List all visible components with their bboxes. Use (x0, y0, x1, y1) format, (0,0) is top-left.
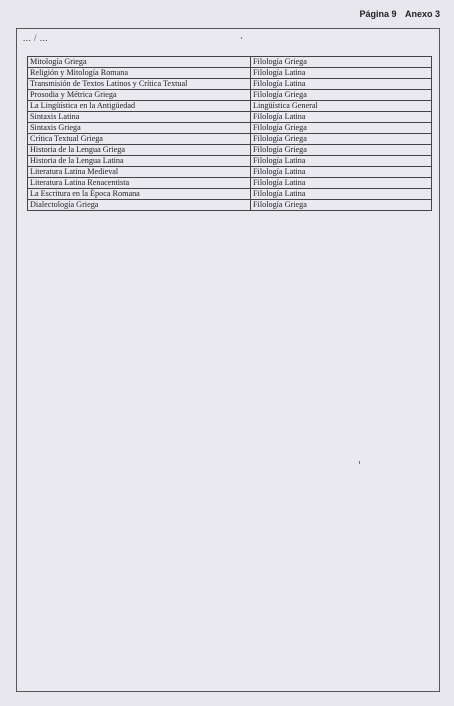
subject-cell: La Escritura en la Época Romana (28, 189, 251, 200)
table-row (28, 145, 432, 156)
knowledge-area-cell: Lingüística General (251, 101, 432, 112)
subject-cell: Literatura Latina Medieval (28, 167, 251, 178)
table-row (28, 156, 432, 167)
table-row (28, 90, 432, 101)
knowledge-area-cell: Filología Latina (251, 167, 432, 178)
subject-cell: La Lingüística en la Antigüedad (28, 101, 251, 112)
subject-cell: Religión y Mitología Romana (28, 68, 251, 79)
table-row (28, 79, 432, 90)
table-row (28, 101, 432, 112)
subject-cell: Transmisión de Textos Latinos y Crítica Textual (28, 79, 251, 90)
table-row (28, 112, 432, 123)
subject-cell: Sintaxis Latina (28, 112, 251, 123)
page-header (359, 9, 440, 19)
scan-speck (359, 461, 360, 464)
subject-cell: Historia de la Lengua Griega (28, 145, 251, 156)
table-row (28, 123, 432, 134)
knowledge-area-cell: Filología Latina (251, 79, 432, 90)
scan-speck (241, 37, 242, 39)
subject-table-body (28, 57, 432, 211)
continuation-mark: ... / ... (23, 33, 49, 43)
subject-cell: Mitología Griega (28, 57, 251, 68)
knowledge-area-cell: Filología Griega (251, 57, 432, 68)
knowledge-area-cell: Filología Griega (251, 123, 432, 134)
subject-cell: Literatura Latina Renacentista (28, 178, 251, 189)
subject-cell: Historia de la Lengua Latina (28, 156, 251, 167)
table-row (28, 68, 432, 79)
table-row (28, 57, 432, 68)
table-row (28, 134, 432, 145)
knowledge-area-cell: Filología Latina (251, 68, 432, 79)
subject-table (27, 56, 432, 211)
page-number: Página 9 (359, 9, 397, 19)
knowledge-area-cell: Filología Latina (251, 156, 432, 167)
subject-cell: Crítica Textual Griega (28, 134, 251, 145)
knowledge-area-cell: Filología Griega (251, 145, 432, 156)
document-frame (16, 28, 440, 692)
knowledge-area-cell: Filología Latina (251, 189, 432, 200)
knowledge-area-cell: Filología Griega (251, 200, 432, 211)
knowledge-area-cell: Filología Griega (251, 90, 432, 101)
table-row (28, 189, 432, 200)
annex-label: Anexo 3 (404, 9, 440, 19)
subject-cell: Dialectología Griega (28, 200, 251, 211)
subject-cell: Sintaxis Griega (28, 123, 251, 134)
subject-cell: Prosodia y Métrica Griega (28, 90, 251, 101)
knowledge-area-cell: Filología Latina (251, 178, 432, 189)
knowledge-area-cell: Filología Latina (251, 112, 432, 123)
table-row (28, 178, 432, 189)
knowledge-area-cell: Filología Griega (251, 134, 432, 145)
table-row (28, 167, 432, 178)
table-row (28, 200, 432, 211)
